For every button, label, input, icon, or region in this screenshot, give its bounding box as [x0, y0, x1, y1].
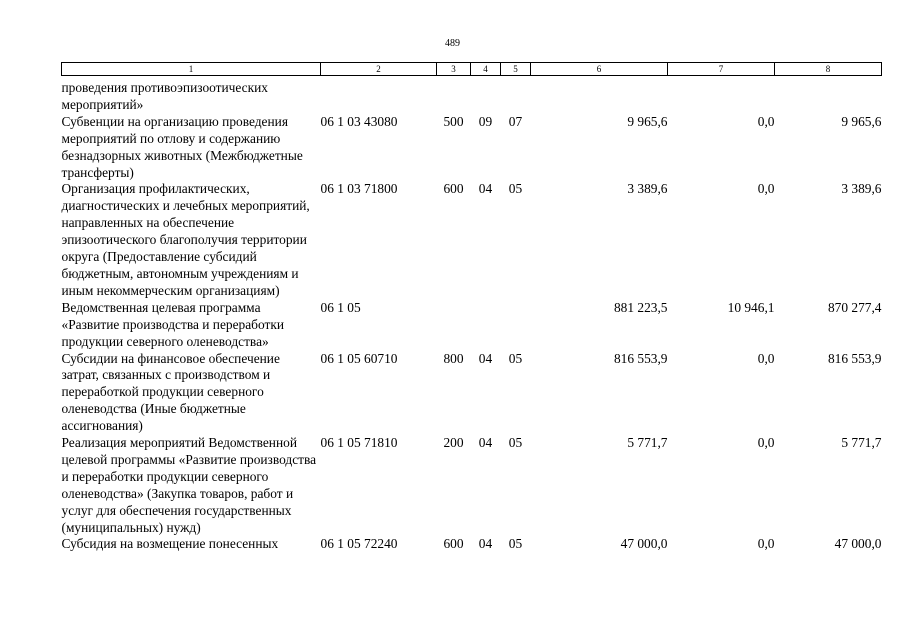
row-col7: 0,0	[757, 350, 775, 366]
row-col5: 07	[508, 113, 523, 129]
row-col3	[437, 76, 471, 114]
row-col5: 05	[508, 181, 523, 197]
row-col4: 04	[478, 536, 493, 552]
column-header: 8	[775, 63, 882, 76]
row-col5	[501, 76, 531, 114]
row-col8: 816 553,9	[827, 350, 882, 366]
row-col7	[668, 76, 775, 114]
row-col4: 04	[478, 435, 493, 451]
column-header: 6	[531, 63, 668, 76]
row-code: 06 1 05 72240	[320, 536, 398, 552]
row-col7: 0,0	[757, 435, 775, 451]
row-code: 06 1 05	[320, 299, 361, 315]
row-col6: 3 389,6	[627, 181, 668, 197]
row-col5: 05	[508, 435, 523, 451]
row-code	[321, 76, 437, 114]
row-col6: 816 553,9	[613, 350, 668, 366]
row-name: Реализация мероприятий Ведомственной целевой программы «Развитие производства и переработки продукции северного оленеводства» (Закупка товаров, работ и услуг для обеспечения государственных (муниципальных) нужд)	[61, 435, 317, 535]
table-row	[62, 181, 882, 299]
column-header: 3	[437, 63, 471, 76]
table-row	[62, 76, 882, 114]
row-col5	[501, 300, 531, 351]
column-header: 1	[62, 63, 321, 76]
row-name: Ведомственная целевая программа «Развитие производства и переработки продукции северного оленеводства»	[61, 299, 285, 349]
row-name: Субсидия на возмещение понесенных	[61, 536, 279, 552]
row-col6: 47 000,0	[620, 536, 668, 552]
row-col3: 500	[443, 113, 464, 129]
column-header: 5	[501, 63, 531, 76]
row-col5: 05	[508, 350, 523, 366]
page-number: 489	[445, 38, 460, 49]
row-col4	[471, 76, 501, 114]
table-row	[62, 536, 882, 553]
row-name: проведения противоэпизоотических мероприятий»	[61, 80, 268, 112]
row-col6: 9 965,6	[627, 113, 668, 129]
row-col4: 04	[478, 181, 493, 197]
row-col8	[775, 76, 882, 114]
row-col4: 04	[478, 350, 493, 366]
row-col6: 5 771,7	[627, 435, 668, 451]
row-col4: 09	[478, 113, 493, 129]
table-row	[62, 300, 882, 351]
row-code: 06 1 03 43080	[320, 113, 398, 129]
row-col8: 47 000,0	[834, 536, 882, 552]
row-col7: 0,0	[757, 113, 775, 129]
row-col4	[471, 300, 501, 351]
row-col6: 881 223,5	[613, 299, 668, 315]
row-code: 06 1 05 60710	[320, 350, 398, 366]
row-col7: 10 946,1	[727, 299, 775, 315]
budget-table	[61, 62, 882, 553]
row-col8: 5 771,7	[841, 435, 882, 451]
table-row	[62, 435, 882, 536]
table-row	[62, 114, 882, 182]
row-col8: 870 277,4	[827, 299, 882, 315]
row-col6	[531, 76, 668, 114]
row-col7: 0,0	[757, 181, 775, 197]
row-col3: 200	[443, 435, 464, 451]
row-name: Организация профилактических, диагностических и лечебных мероприятий, направленных на обеспечение эпизоотического благополучия территории округа (Предоставление субсидий бюджетным, автономным учреждениям и иным некоммерческим организациям)	[61, 181, 310, 298]
row-name: Субсидии на финансовое обеспечение затрат, связанных с производством и переработкой продукции северного оленеводства (Иные бюджетные ассигнования)	[61, 350, 280, 434]
column-header: 7	[668, 63, 775, 76]
row-col8: 3 389,6	[841, 181, 882, 197]
row-code: 06 1 03 71800	[320, 181, 398, 197]
table-header-row	[62, 63, 882, 76]
row-col8: 9 965,6	[841, 113, 882, 129]
row-col3: 600	[443, 181, 464, 197]
row-name: Субвенции на организацию проведения мероприятий по отлову и содержанию безнадзорных животных (Межбюджетные трансферты)	[61, 113, 303, 180]
column-header: 2	[321, 63, 437, 76]
row-col3	[437, 300, 471, 351]
row-col3: 600	[443, 536, 464, 552]
row-col5: 05	[508, 536, 523, 552]
row-col7: 0,0	[757, 536, 775, 552]
row-code: 06 1 05 71810	[320, 435, 398, 451]
row-col3: 800	[443, 350, 464, 366]
column-header: 4	[471, 63, 501, 76]
table-row	[62, 351, 882, 436]
